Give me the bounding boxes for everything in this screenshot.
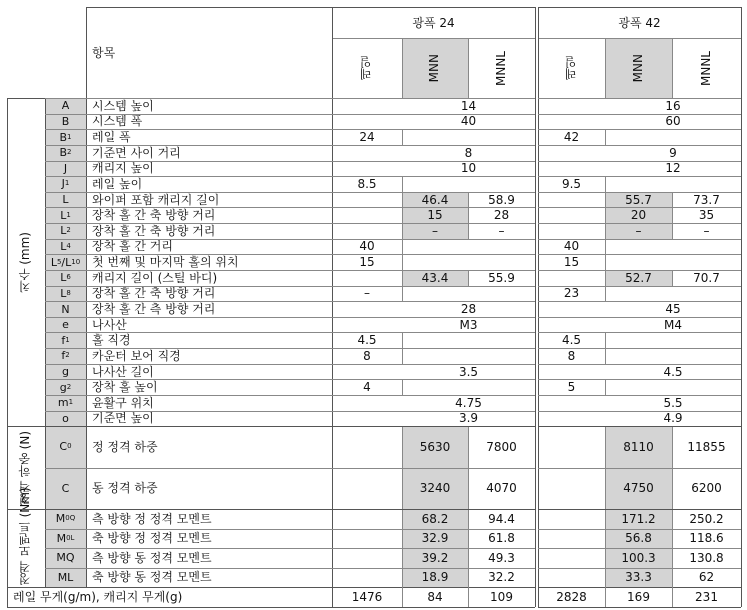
mnnl-value: – — [703, 223, 710, 238]
row-code: C 0 — [45, 426, 86, 468]
mnnl-value: 130.8 — [689, 550, 724, 565]
mnn-value: 39.2 — [421, 550, 449, 565]
mnn-value: 5630 — [419, 439, 451, 454]
row-label: 레일 높이 — [92, 176, 143, 191]
rail-value: 4.5 — [561, 333, 582, 348]
row-code: o — [45, 411, 86, 427]
mnnl-value: 49.3 — [488, 550, 515, 565]
shared-value: 3.9 — [458, 411, 479, 426]
rail-value: 5 — [567, 380, 576, 395]
mnn-value: 18.9 — [421, 570, 449, 585]
mnnl-value: 7800 — [486, 439, 517, 454]
shared-value: 12 — [665, 161, 681, 176]
mnn-value: 43.4 — [421, 270, 449, 285]
subheader-mnnl — [672, 38, 741, 98]
mnnl-value: 32.2 — [488, 570, 515, 585]
row-label: 카운터 보어 직경 — [92, 348, 181, 363]
mnnl-value: 94.4 — [488, 511, 515, 526]
rail-value: 4.5 — [357, 333, 377, 348]
weight-value: 109 — [490, 590, 513, 605]
row-label: 캐리지 높이 — [92, 161, 154, 176]
weight-value: 169 — [627, 590, 650, 605]
mnn-value: 68.2 — [421, 511, 449, 526]
subheader-mnnl — [468, 38, 535, 98]
weight-value: 1476 — [351, 590, 383, 605]
row-label: 첫 번째 및 마지막 홀의 위치 — [92, 255, 239, 270]
shared-value: 8 — [464, 145, 473, 160]
weight-label: 레일 무게(g/m), 캐리지 무게(g) — [13, 590, 183, 605]
row-code: M 0L — [45, 529, 86, 549]
rail-value: 8 — [567, 348, 576, 363]
row-code: f 1 — [45, 332, 86, 348]
row-code: M 0Q — [45, 509, 86, 529]
shared-value: 45 — [665, 302, 681, 316]
row-label: 홀 직경 — [92, 333, 131, 348]
row-code: B 1 — [45, 129, 86, 145]
row-code: m 1 — [45, 395, 86, 411]
mnnl-value: 55.9 — [488, 270, 515, 285]
mnn-value: 46.4 — [421, 192, 449, 207]
weight-value: 84 — [427, 590, 443, 605]
row-label: 동 정격 하중 — [92, 481, 158, 496]
row-code: L 5 /L 10 — [45, 254, 86, 270]
shared-value: M4 — [664, 317, 682, 332]
row-code: L 1 — [45, 207, 86, 223]
subheader-label: 레일 — [359, 56, 374, 80]
rail-value: 9.5 — [561, 176, 582, 191]
subheader-rail — [538, 38, 605, 98]
rail-value: 15 — [563, 255, 580, 270]
row-label: 윤활구 위치 — [92, 395, 154, 410]
side-label-moment — [7, 487, 45, 587]
row-label: 레일 폭 — [92, 130, 131, 145]
subheader-mnn — [402, 38, 468, 98]
row-label: 장착 홀 간 축 방향 거리 — [92, 223, 216, 238]
subheader-label: 레일 — [563, 56, 578, 80]
mnn-value: 4750 — [623, 481, 654, 496]
weight-value: 2828 — [556, 590, 587, 605]
row-code: ML — [45, 568, 86, 588]
rail-value: 8 — [363, 348, 371, 363]
side-label-text: 치수 (mm) — [18, 231, 33, 293]
item-header: 항목 — [92, 45, 116, 60]
subheader-rail — [332, 38, 402, 98]
row-code: e — [45, 317, 86, 333]
row-label: 장착 홀 간 측 방향 거리 — [92, 302, 216, 316]
row-code: g — [45, 364, 86, 380]
row-label: 장착 홀 간 거리 — [92, 239, 173, 254]
shared-value: 4.75 — [455, 395, 482, 410]
row-code: B 2 — [45, 145, 86, 161]
group-header-24: 광폭 24 — [412, 15, 455, 30]
mnnl-value: 62 — [698, 570, 715, 585]
side-label-text: 정격 하중 (N) — [18, 430, 33, 505]
mnn-value: 33.3 — [625, 570, 652, 585]
subheader-label: MNNL — [493, 50, 508, 86]
row-code: L — [45, 192, 86, 208]
row-label: 축 방향 동 정격 모멘트 — [92, 570, 212, 585]
shared-value: 40 — [460, 114, 477, 129]
row-label: 나사산 길이 — [92, 364, 154, 379]
row-label: 나사산 — [92, 317, 127, 332]
mnnl-value: 11855 — [687, 439, 726, 454]
row-label: 정 정격 하중 — [92, 439, 158, 454]
mnn-value: 20 — [630, 208, 647, 223]
row-code: L 2 — [45, 223, 86, 239]
mnn-value: 8110 — [623, 439, 654, 454]
mnn-value: 56.8 — [625, 531, 652, 546]
row-label: 시스템 높이 — [92, 98, 154, 113]
row-code: C — [45, 468, 86, 510]
mnnl-value: 61.8 — [488, 531, 515, 546]
mnn-value: 32.9 — [421, 531, 449, 546]
row-label: 측 방향 동 정격 모멘트 — [92, 550, 212, 565]
shared-value: 4.9 — [663, 411, 683, 426]
rail-value: 40 — [359, 239, 375, 254]
subheader-label: MNN — [630, 53, 645, 83]
mnn-value: 3240 — [419, 481, 451, 496]
mnnl-value: 35 — [698, 208, 715, 223]
subheader-label: MNN — [427, 53, 442, 83]
row-code: L 6 — [45, 270, 86, 286]
shared-value: M3 — [459, 317, 478, 332]
row-code: L 4 — [45, 239, 86, 255]
shared-value: 14 — [460, 98, 477, 113]
rail-value: 40 — [563, 239, 580, 254]
side-label-dim — [7, 98, 45, 426]
row-code: N — [45, 301, 86, 317]
row-code: MQ — [45, 548, 86, 568]
row-code: B — [45, 114, 86, 130]
group-header-42: 광폭 42 — [618, 15, 661, 30]
mnn-value: 15 — [427, 208, 443, 223]
shared-value: 28 — [460, 302, 477, 316]
mnnl-value: 6200 — [691, 481, 722, 496]
mnn-value: 100.3 — [621, 550, 656, 565]
mnn-value: – — [635, 223, 642, 238]
row-label: 축 방향 정 정격 모멘트 — [92, 531, 212, 546]
shared-value: 16 — [665, 98, 681, 113]
weight-value: 231 — [695, 590, 718, 605]
row-code: L 8 — [45, 286, 86, 302]
row-label: 시스템 폭 — [92, 114, 143, 129]
row-label: 기준면 높이 — [92, 411, 154, 426]
shared-value: 3.5 — [458, 364, 479, 379]
subheader-label: MNNL — [698, 50, 713, 86]
row-code: f 2 — [45, 348, 86, 364]
mnnl-value: 118.6 — [689, 531, 724, 546]
row-label: 측 방향 정 정격 모멘트 — [92, 511, 212, 526]
mnn-value: 55.7 — [625, 192, 652, 207]
row-label: 기준면 사이 거리 — [92, 145, 181, 160]
row-code: A — [45, 98, 86, 114]
row-code: g 2 — [45, 379, 86, 395]
shared-value: 4.5 — [663, 364, 683, 379]
mnnl-value: 28 — [493, 208, 510, 223]
row-code: J 1 — [45, 176, 86, 192]
shared-value: 5.5 — [663, 395, 683, 410]
shared-value: 60 — [665, 114, 681, 129]
mnnl-value: – — [498, 223, 505, 238]
rail-value: – — [364, 286, 370, 301]
mnn-value: 52.7 — [625, 270, 652, 285]
row-label: 장착 홀 간 축 방향 거리 — [92, 286, 216, 301]
mnnl-value: 70.7 — [693, 270, 720, 285]
rail-value: 24 — [359, 130, 375, 145]
mnnl-value: 58.9 — [488, 192, 515, 207]
mnn-value: 171.2 — [621, 511, 656, 526]
rail-value: 8.5 — [357, 176, 377, 191]
rail-value: 4 — [363, 380, 371, 395]
shared-value: 10 — [460, 161, 477, 176]
row-label: 와이퍼 포함 캐리지 길이 — [92, 192, 220, 207]
mnnl-value: 250.2 — [689, 511, 724, 526]
row-code: J — [45, 161, 86, 177]
rail-value: 42 — [563, 130, 580, 145]
mnn-value: – — [432, 223, 438, 238]
rail-value: 23 — [563, 286, 580, 301]
side-label-text: 정격 모멘트 (Nm) — [18, 487, 33, 586]
row-label: 장착 홀 간 축 방향 거리 — [92, 208, 216, 223]
rail-value: 15 — [359, 255, 375, 270]
subheader-mnn — [605, 38, 672, 98]
shared-value: 9 — [669, 145, 677, 160]
mnnl-value: 4070 — [486, 481, 517, 496]
row-label: 캐리지 길이 (스틸 바디) — [92, 270, 218, 285]
row-label: 장착 홀 높이 — [92, 380, 158, 395]
mnnl-value: 73.7 — [693, 192, 720, 207]
